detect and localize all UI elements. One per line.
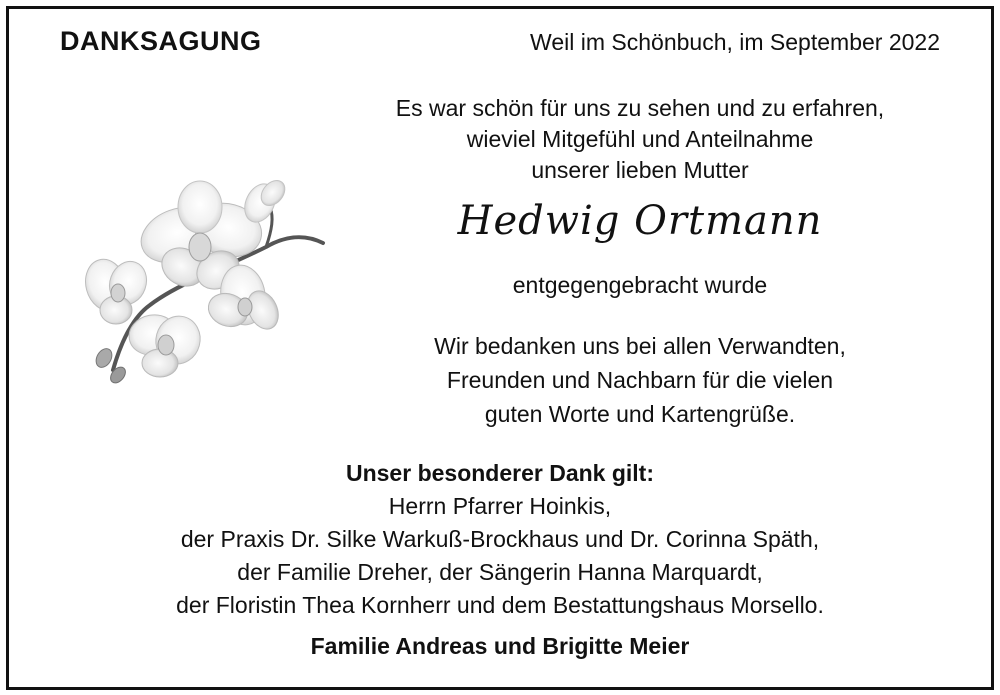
thanks-line: Freunden und Nachbarn für die vielen xyxy=(446,367,834,393)
special-thanks-heading: Unser besonderer Dank gilt: xyxy=(345,460,655,486)
special-thanks-line: der Floristin Thea Kornherr und dem Bestattungshaus Morsello. xyxy=(176,592,824,618)
place-date: Weil im Schönbuch, im September 2022 xyxy=(530,29,940,55)
orchid-branch-icon xyxy=(78,175,333,395)
signature: Familie Andreas und Brigitte Meier xyxy=(310,633,690,659)
intro-line: unserer lieben Mutter xyxy=(531,157,749,183)
intro-line: wieviel Mitgefühl und Anteilnahme xyxy=(466,126,814,152)
deceased-name: Hedwig Ortmann xyxy=(457,198,823,244)
thanks-line: Wir bedanken uns bei allen Verwandten, xyxy=(434,333,846,359)
special-thanks-line: der Familie Dreher, der Sängerin Hanna Marquardt, xyxy=(237,559,763,585)
special-thanks-line: der Praxis Dr. Silke Warkuß-Brockhaus und Dr. Corinna Späth, xyxy=(180,526,820,552)
intro-text xyxy=(340,93,940,186)
special-thanks-line: Herrn Pfarrer Hoinkis, xyxy=(388,493,612,519)
notice-title: DANKSAGUNG xyxy=(60,26,262,56)
received-text: entgegengebracht wurde xyxy=(512,272,768,298)
intro-line: Es war schön für uns zu sehen und zu erfahren, xyxy=(395,95,885,121)
thanks-line: guten Worte und Kartengrüße. xyxy=(484,401,796,427)
special-thanks xyxy=(0,457,1000,622)
thanks-text xyxy=(340,329,940,431)
